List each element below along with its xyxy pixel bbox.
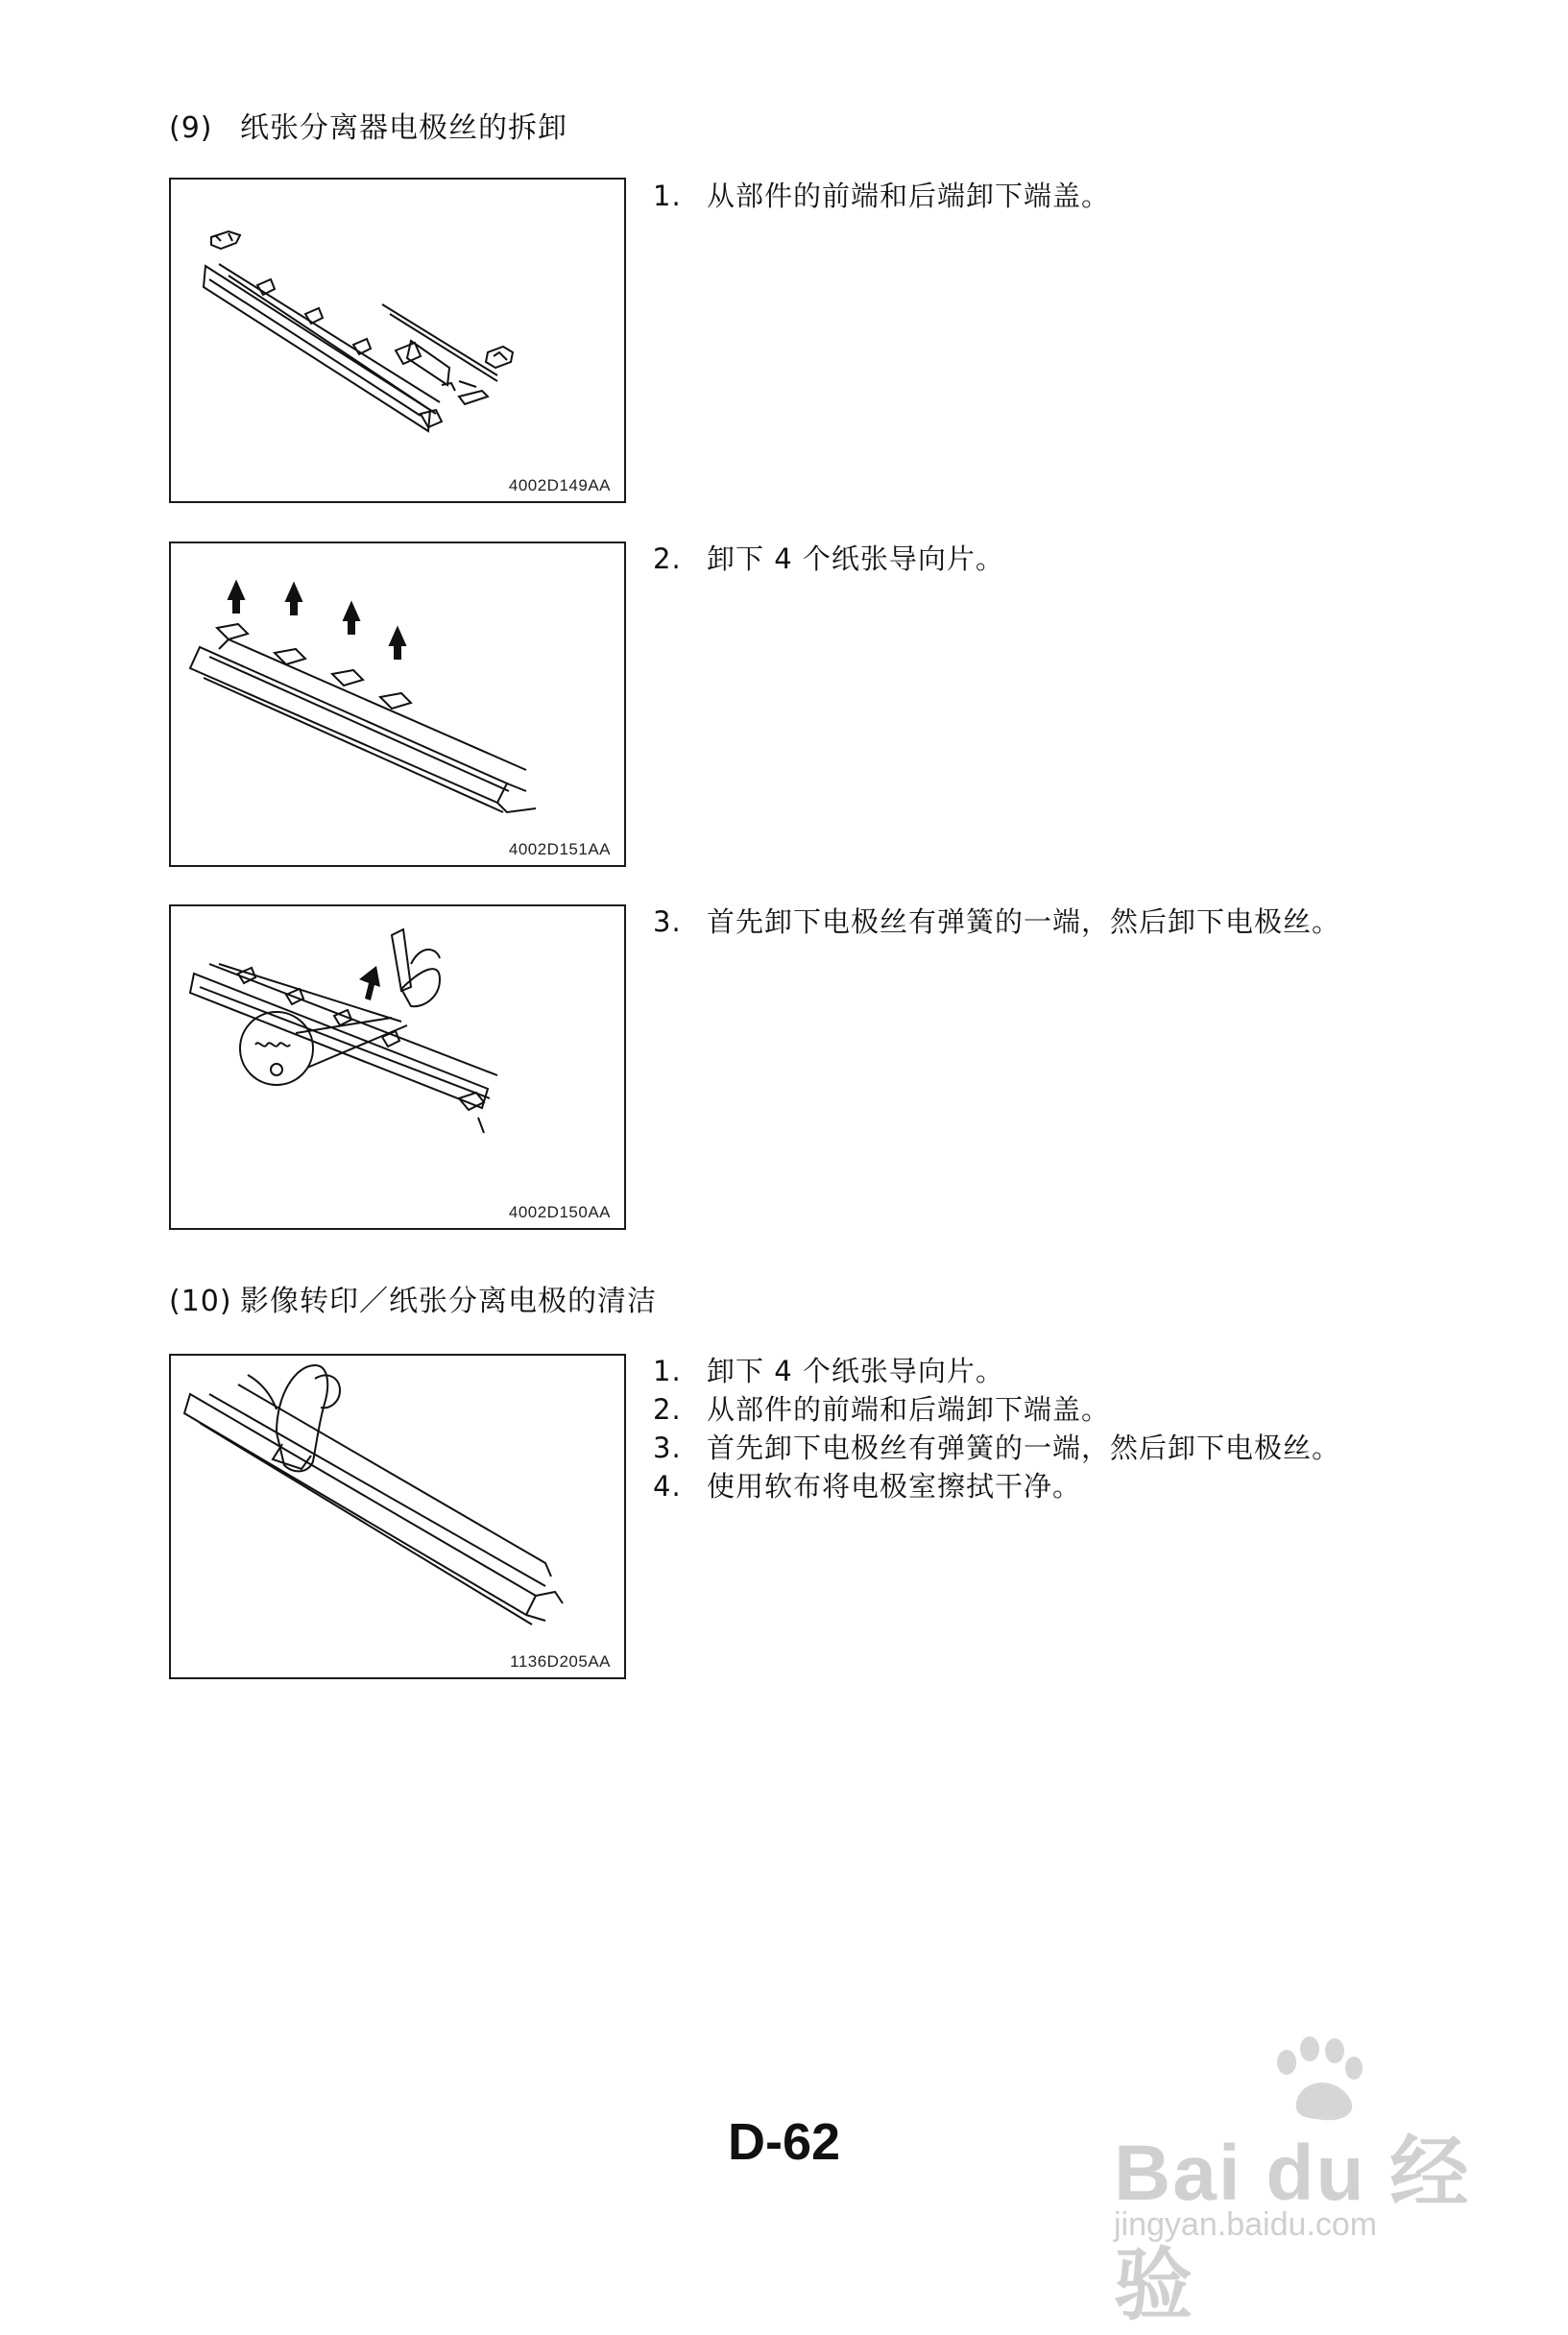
end-cover-illustration — [171, 180, 624, 501]
paw-logo-icon — [1258, 2035, 1373, 2122]
step-number: 1. — [653, 180, 682, 212]
step-number: 3. — [653, 905, 682, 938]
step-text: 首先卸下电极丝有弹簧的一端，然后卸下电极丝。 — [707, 1432, 1341, 1464]
paper-guide-illustration — [171, 543, 624, 865]
step-text: 从部件的前端和后端卸下端盖。 — [707, 1393, 1111, 1426]
figure-electrode-wire-removal — [169, 904, 626, 1230]
electrode-cleaning-illustration — [171, 1356, 624, 1677]
step-item — [653, 177, 1110, 215]
figure-1-steps — [653, 177, 1110, 215]
section-10-number: (10) — [169, 1285, 232, 1318]
section-10-steps — [653, 1352, 1340, 1505]
figure-3-steps — [653, 903, 1340, 941]
section-10-heading — [169, 1277, 657, 1319]
figure-2-steps — [653, 540, 1004, 578]
watermark-url: jingyan.baidu.com — [1114, 2206, 1378, 2243]
step-number: 2. — [653, 1393, 682, 1426]
step-number: 1. — [653, 1355, 682, 1387]
section-9-number: (9) — [169, 111, 213, 145]
step-number: 2. — [653, 542, 682, 575]
step-text: 卸下 4 个纸张导向片。 — [707, 542, 1004, 575]
step-item — [653, 1467, 1340, 1505]
page-number: D-62 — [727, 2113, 841, 2171]
figure-paper-guide-removal — [169, 542, 626, 867]
section-9-heading — [169, 104, 567, 146]
electrode-wire-illustration — [171, 906, 624, 1228]
step-text: 使用软布将电极室擦拭干净。 — [707, 1470, 1082, 1503]
figure-code: 4002D150AA — [508, 1203, 611, 1221]
step-number: 4. — [653, 1470, 682, 1503]
step-text: 卸下 4 个纸张导向片。 — [707, 1355, 1004, 1387]
figure-end-cover-removal — [169, 178, 626, 503]
section-9-title: 纸张分离器电极丝的拆卸 — [240, 111, 567, 145]
step-item — [653, 903, 1340, 941]
step-number: 3. — [653, 1432, 682, 1464]
step-text: 首先卸下电极丝有弹簧的一端，然后卸下电极丝。 — [707, 905, 1341, 938]
figure-code: 4002D149AA — [508, 476, 611, 494]
figure-code: 4002D151AA — [508, 840, 611, 858]
step-item — [653, 540, 1004, 578]
section-10-title: 影像转印／纸张分离电极的清洁 — [240, 1285, 657, 1318]
watermark-brand: Bai du 经验 — [1114, 2130, 1471, 2329]
step-item — [653, 1352, 1340, 1390]
figure-code: 1136D205AA — [510, 1652, 611, 1671]
figure-electrode-cleaning — [169, 1354, 626, 1679]
baidu-watermark — [1095, 2035, 1517, 2329]
step-text: 从部件的前端和后端卸下端盖。 — [707, 180, 1111, 212]
step-item — [653, 1390, 1340, 1429]
step-item — [653, 1429, 1340, 1467]
